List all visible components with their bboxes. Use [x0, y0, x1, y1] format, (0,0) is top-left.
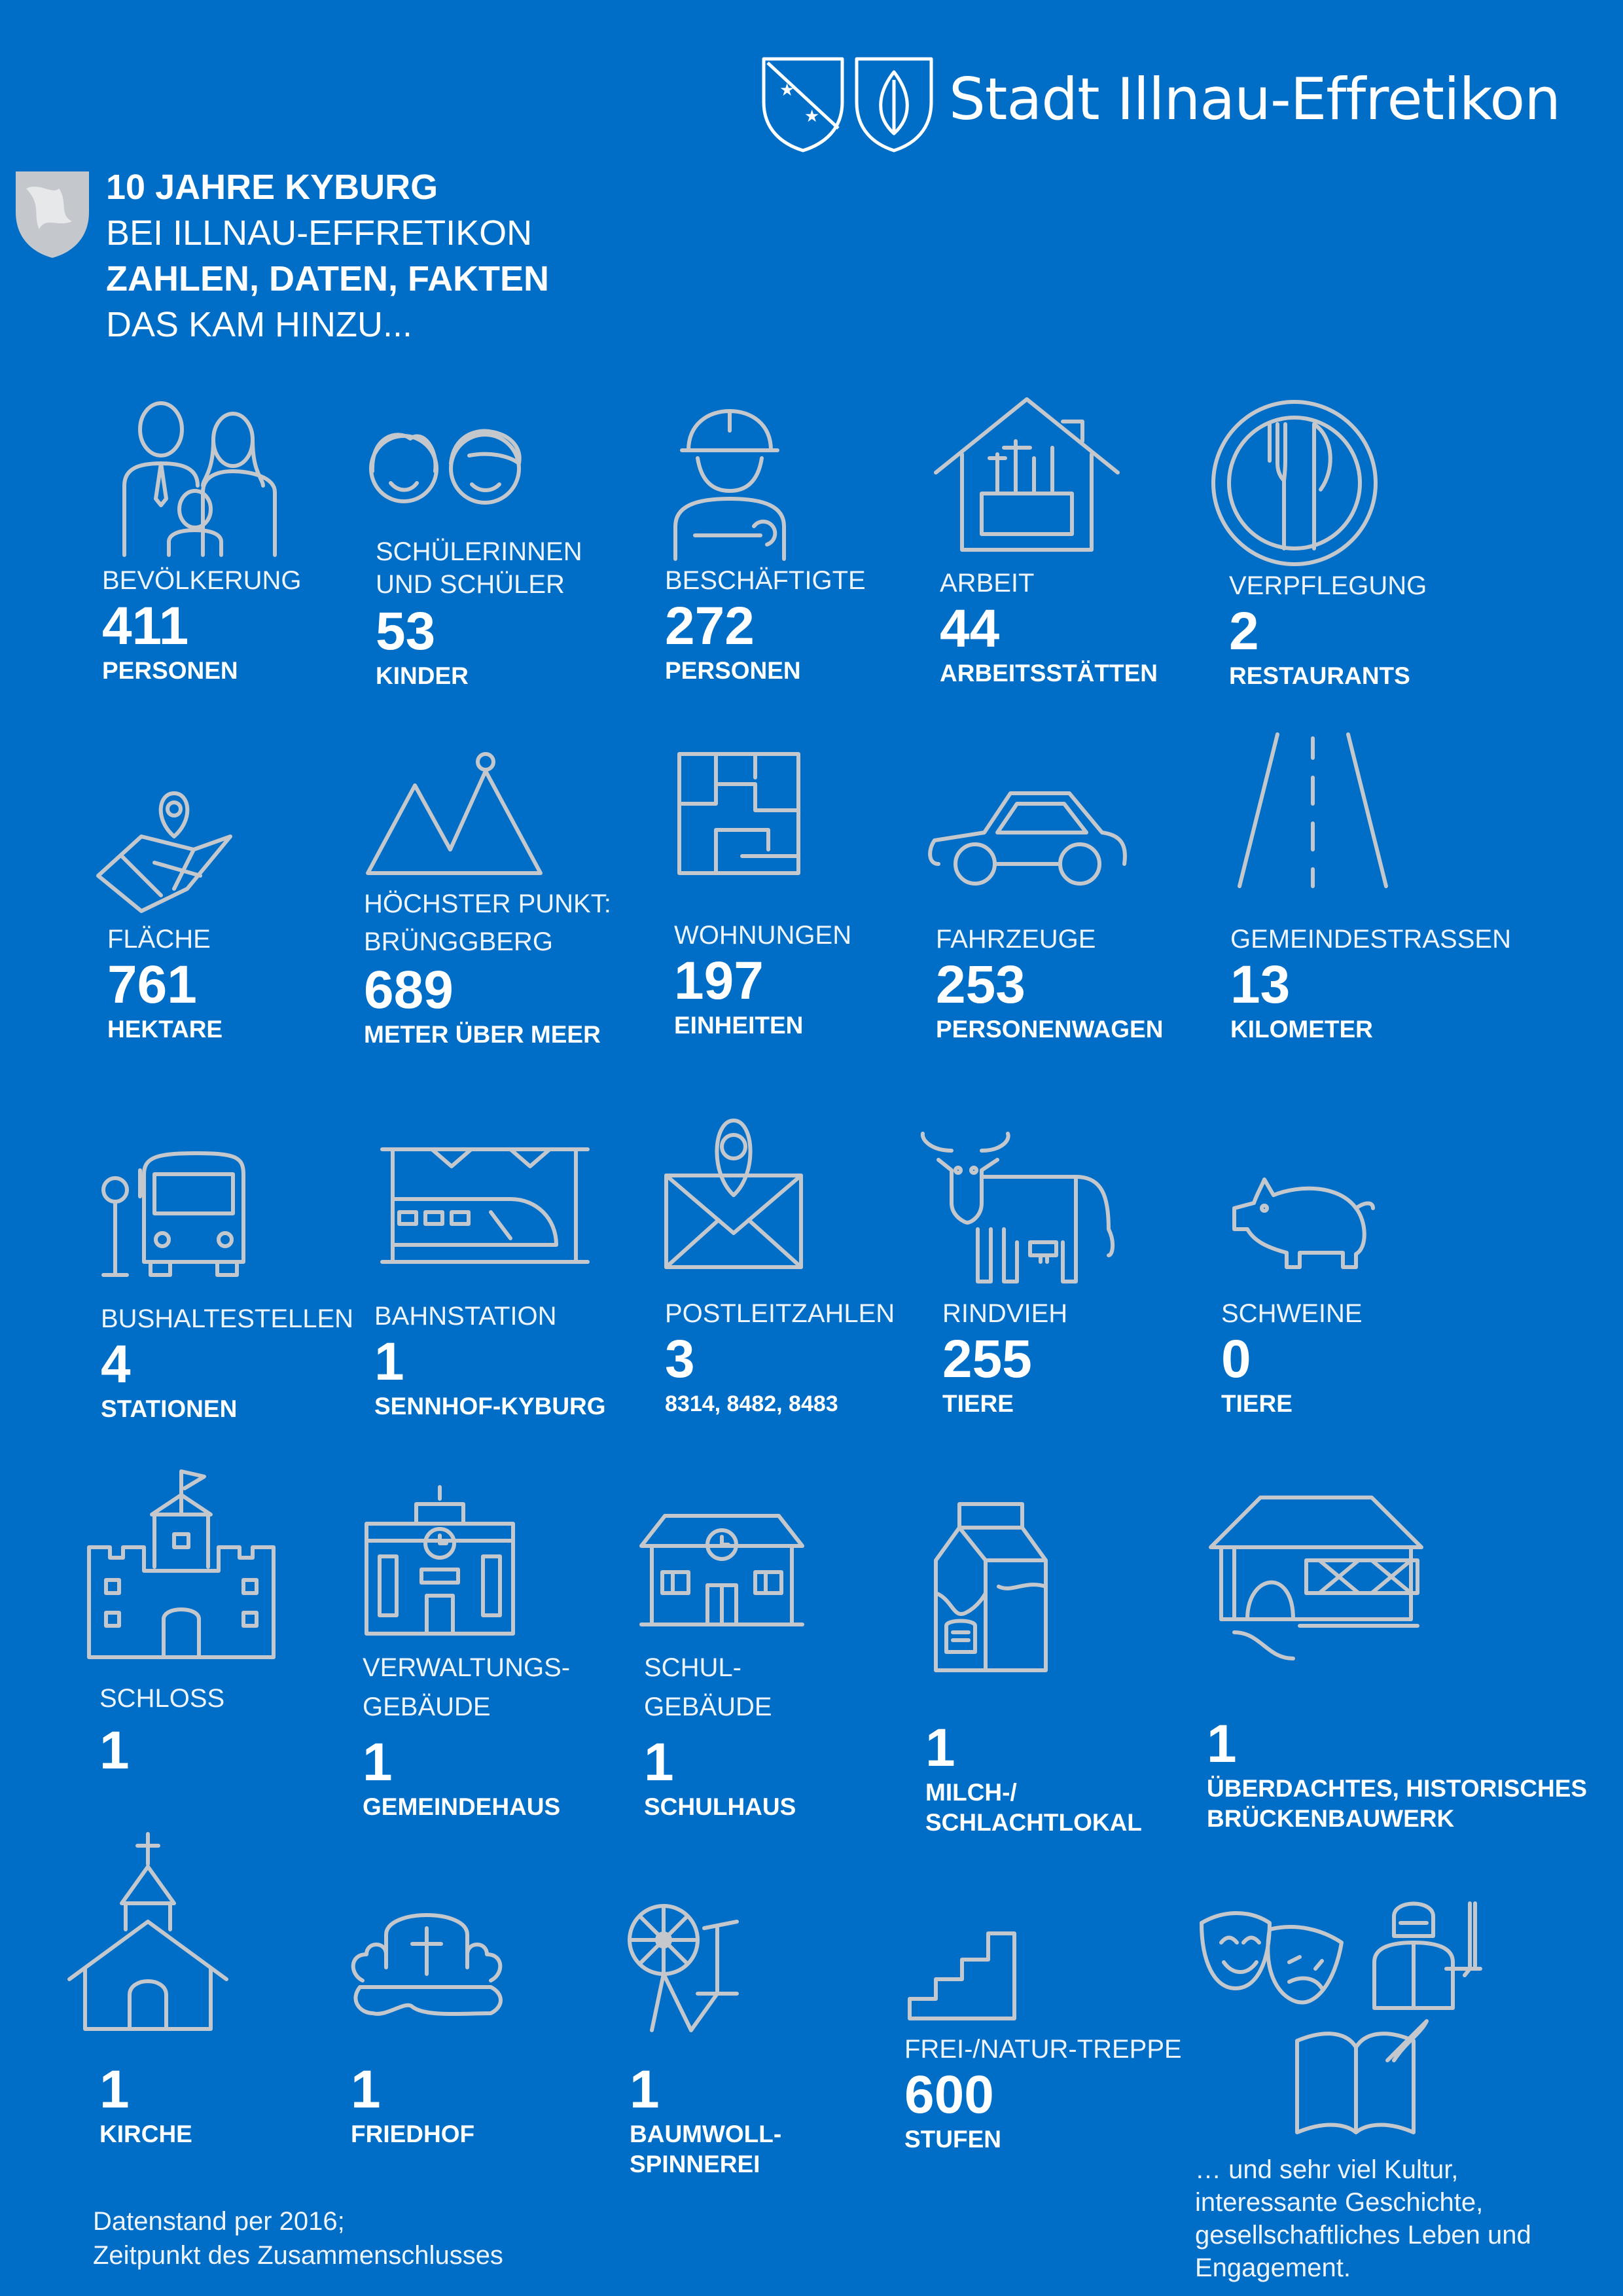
milk-carton-icon: [933, 1501, 1048, 1673]
stat-beschaeftigte: [665, 564, 940, 686]
stat-kirche: [99, 2060, 374, 2149]
stat-unit: METER ÜBER MEER: [364, 1021, 601, 1048]
stat-postleitzahlen: [665, 1297, 940, 1419]
worker-icon: [669, 404, 791, 559]
stat-value: 197: [674, 951, 764, 1011]
mail-pin-icon: [664, 1118, 804, 1270]
stat-category: BAHNSTATION: [374, 1302, 557, 1331]
family-icon: [105, 401, 281, 555]
stat-value: 689: [364, 960, 454, 1020]
stat-schueler: [376, 535, 651, 691]
stat-unit: ÜBERDACHTES, HISTORISCHES BRÜCKENBAUWERK: [1207, 1775, 1588, 1832]
stat-value: 0: [1221, 1329, 1251, 1389]
stat-value: 2: [1229, 601, 1259, 661]
stat-wohnungen: [674, 919, 949, 1041]
train-station-icon: [380, 1147, 590, 1265]
plate-cutlery-icon: [1209, 398, 1380, 568]
stat-bevoelkerung: [102, 564, 377, 686]
stat-schulgebaeude: [644, 1648, 919, 1822]
footnote-line-2: Zeitpunkt des Zusammenschlusses: [93, 2241, 503, 2270]
stat-hoechster-punkt: [364, 885, 665, 1050]
cow-icon: [919, 1131, 1122, 1289]
schoolhouse-icon: [639, 1507, 805, 1627]
svg-text:★: ★: [779, 81, 795, 100]
stat-unit: KIRCHE: [99, 2121, 192, 2147]
stat-flaeche: [107, 923, 382, 1045]
stat-category: WOHNUNGEN: [674, 921, 852, 950]
castle-icon: [86, 1469, 276, 1660]
stat-value: 4: [101, 1335, 131, 1394]
stat-category: SCHLOSS: [99, 1684, 225, 1713]
stat-brueckenbauwerk: [1207, 1715, 1613, 1834]
theater-knight-book-icon: [1198, 1897, 1496, 2139]
stat-category: SCHWEINE: [1221, 1299, 1363, 1328]
stat-value: 600: [904, 2065, 994, 2125]
stat-milchlokal: [925, 1719, 1200, 1838]
stat-unit: EINHEITEN: [674, 1012, 804, 1039]
stat-unit: PERSONEN: [102, 657, 238, 684]
stat-treppe: [904, 2033, 1205, 2155]
stat-unit: TIERE: [1221, 1390, 1293, 1417]
stat-unit: SCHULHAUS: [644, 1793, 796, 1820]
stat-verpflegung: [1229, 569, 1504, 691]
spinning-wheel-icon: [626, 1902, 742, 2033]
stat-value: 1: [374, 1332, 404, 1391]
stat-value: 3: [665, 1329, 695, 1389]
stat-unit: BAUMWOLL- SPINNEREI: [630, 2121, 782, 2178]
stat-value: 44: [940, 599, 1000, 658]
stat-category: HÖCHSTER PUNKT: BRÜNGGBERG: [364, 889, 611, 956]
culture-text: … und sehr viel Kultur, interessante Geschichte, gesellschaftliches Leben und Engagement.: [1195, 2155, 1531, 2282]
stat-value: 13: [1230, 955, 1291, 1014]
stairs-icon: [907, 1931, 1017, 2021]
stat-value: 1: [99, 1721, 130, 1780]
stat-value: 1: [644, 1732, 674, 1792]
stat-category: VERWALTUNGS- GEBÄUDE: [363, 1653, 571, 1721]
floorplan-icon: [677, 751, 801, 876]
stat-category: RINDVIEH: [942, 1299, 1068, 1328]
stat-value: 1: [630, 2060, 660, 2119]
stat-arbeit: [940, 567, 1215, 689]
stat-value: 761: [107, 955, 197, 1014]
stat-value: 1: [363, 1732, 393, 1792]
brand-leaf-crest-icon: [854, 56, 934, 153]
stat-value: 53: [376, 601, 436, 661]
stat-unit: TIERE: [942, 1390, 1014, 1417]
stat-unit: RESTAURANTS: [1229, 662, 1410, 689]
stat-unit: SENNHOF-KYBURG: [374, 1393, 606, 1420]
toolbox-house-icon: [932, 395, 1122, 554]
brand-crest-icon: [761, 56, 845, 153]
header-subtitle-2: DAS KAM HINZU...: [106, 305, 413, 344]
map-pin-icon: [96, 791, 233, 912]
stat-bushaltestellen: [101, 1302, 376, 1424]
mountain-icon: [365, 751, 543, 876]
stat-unit: KINDER: [376, 662, 469, 689]
town-hall-icon: [364, 1484, 516, 1636]
stat-value: 272: [665, 596, 755, 656]
stat-category: ARBEIT: [940, 569, 1035, 598]
stat-unit: GEMEINDEHAUS: [363, 1793, 561, 1820]
stat-category: SCHÜLERINNEN UND SCHÜLER: [376, 537, 582, 599]
stat-category: BEVÖLKERUNG: [102, 566, 302, 595]
stat-value: 253: [936, 955, 1026, 1014]
road-icon: [1236, 732, 1390, 889]
stat-gemeindestrassen: [1230, 923, 1511, 1045]
stat-unit: STUFEN: [904, 2126, 1001, 2153]
stat-value: 255: [942, 1329, 1032, 1389]
stat-friedhof: [351, 2060, 626, 2149]
covered-bridge-icon: [1208, 1495, 1424, 1662]
stat-bahnstation: [374, 1300, 649, 1422]
header-subtitle: BEI ILLNAU-EFFRETIKON: [106, 213, 533, 253]
car-icon: [925, 787, 1130, 888]
stat-value: 411: [102, 596, 189, 656]
stat-category: GEMEINDESTRASSEN: [1230, 925, 1511, 954]
stat-schloss: [99, 1682, 374, 1780]
stat-unit: ARBEITSSTÄTTEN: [940, 660, 1158, 687]
stat-unit: MILCH-/ SCHLACHTLOKAL: [925, 1779, 1142, 1836]
stat-unit: HEKTARE: [107, 1016, 223, 1043]
pig-icon: [1228, 1169, 1376, 1268]
svg-text:★: ★: [804, 107, 820, 126]
church-icon: [67, 1831, 229, 2032]
stat-category: BESCHÄFTIGTE: [665, 566, 866, 595]
stat-verwaltungsgebaeude: [363, 1648, 637, 1822]
header-title-2: ZAHLEN, DATEN, FAKTEN: [106, 259, 549, 298]
stat-value: 1: [1207, 1714, 1237, 1774]
children-icon: [365, 423, 528, 509]
stat-unit: FRIEDHOF: [351, 2121, 475, 2147]
stat-category: BUSHALTESTELLEN: [101, 1304, 354, 1333]
stat-category: FREI-/NATUR-TREPPE: [904, 2035, 1182, 2064]
stat-category: FLÄCHE: [107, 925, 211, 954]
stat-unit: STATIONEN: [101, 1395, 238, 1422]
stat-unit: KILOMETER: [1230, 1016, 1373, 1043]
stat-value: 1: [99, 2060, 130, 2119]
brand-name: Stadt Illnau-Effretikon: [949, 65, 1561, 133]
stat-schweine: [1221, 1297, 1496, 1419]
stat-value: 1: [351, 2060, 381, 2119]
stat-baumwollspinnerei: [630, 2060, 904, 2179]
stat-category: POSTLEITZAHLEN: [665, 1299, 895, 1328]
stat-fahrzeuge: [936, 923, 1211, 1045]
stat-category: FAHRZEUGE: [936, 925, 1096, 954]
stat-unit: PERSONENWAGEN: [936, 1016, 1164, 1043]
stat-unit: PERSONEN: [665, 657, 801, 684]
footnote-line-1: Datenstand per 2016;: [93, 2207, 345, 2236]
kyburg-crest-icon: [13, 169, 92, 260]
stat-value: 1: [925, 1718, 955, 1778]
bus-icon: [101, 1151, 246, 1279]
stat-category: VERPFLEGUNG: [1229, 571, 1427, 600]
footnote: [93, 2204, 503, 2272]
stat-unit: 8314, 8482, 8483: [665, 1391, 838, 1416]
grave-icon: [347, 1902, 507, 2017]
header-title: 10 JAHRE KYBURG: [106, 168, 438, 207]
stat-category: SCHUL- GEBÄUDE: [644, 1653, 772, 1721]
stat-rindvieh: [942, 1297, 1217, 1419]
